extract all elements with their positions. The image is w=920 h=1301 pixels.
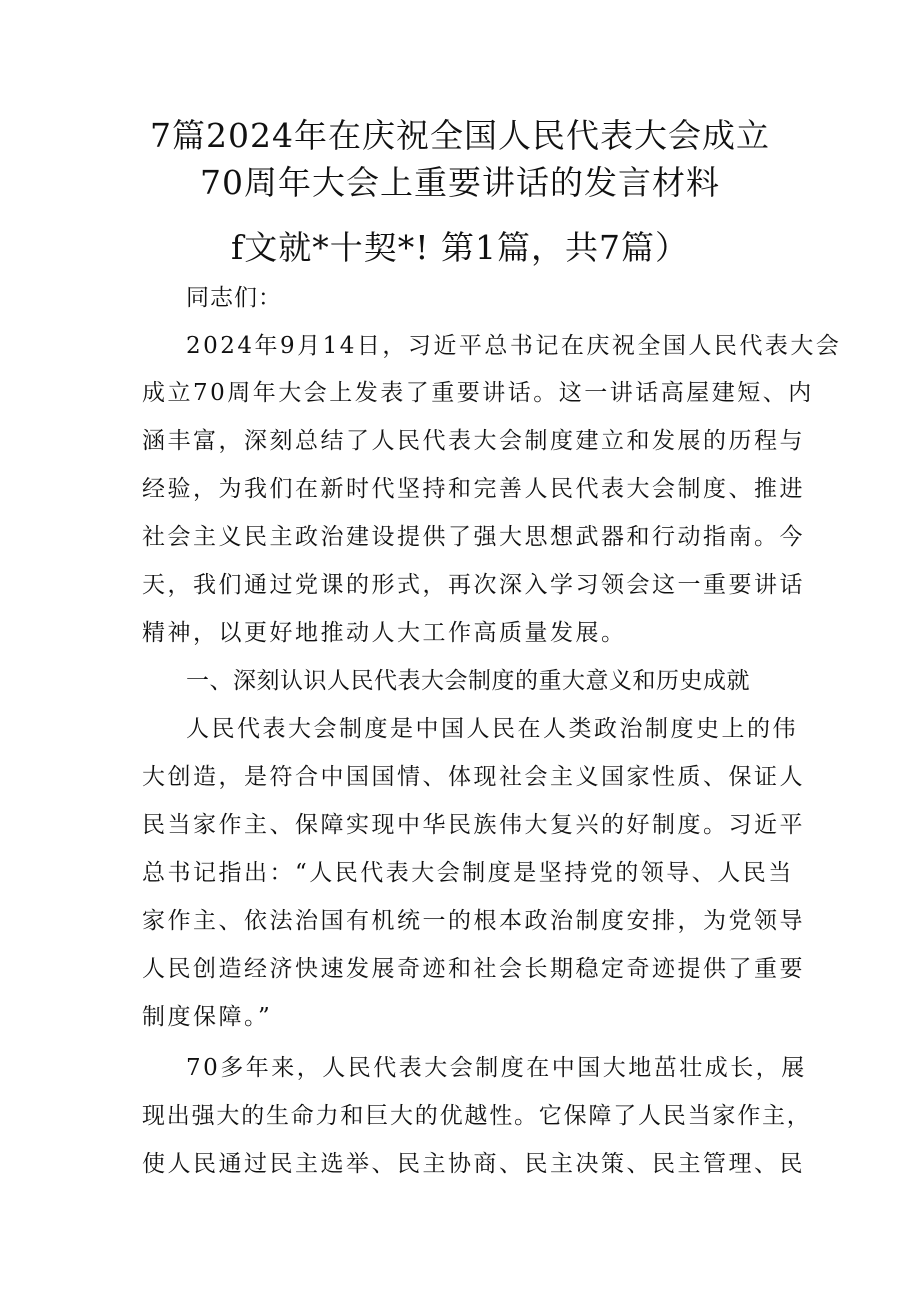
paragraph-2-line: 大创造，是符合中国国情、体现社会主义国家性质、保证人 [142,764,805,790]
paragraph-2-line: 总书记指出：“人民代表大会制度是坚持党的领导、人民当 [142,860,794,886]
paragraph-1-line: 精神，以更好地推动人大工作高质量发展。 [142,620,627,646]
paragraph-2-line: 家作主、依法治国有机统一的根本政治制度安排，为党领导 [142,908,805,934]
document-subtitle: f文就*十契*! 第1篇，共7篇） [231,228,689,267]
paragraph-2-line: 人民创造经济快速发展奇迹和社会长期稳定奇迹提供了重要 [142,956,805,982]
paragraph-1-line: 成立70周年大会上发表了重要讲话。这一讲话高屋建短、内 [142,380,814,406]
paragraph-1-line: 天，我们通过党课的形式，再次深入学习领会这一重要讲话 [142,572,805,598]
paragraph-1-line: 涵丰富，深刻总结了人民代表大会制度建立和发展的历程与 [142,428,805,454]
paragraph-1-line: 社会主义民主政治建设提供了强大思想武器和行动指南。今 [142,524,805,550]
paragraph-1-line: 经验，为我们在新时代坚持和完善人民代表大会制度、推进 [142,476,805,502]
section-heading-1: 一、深刻认识人民代表大会制度的重大意义和历史成就 [186,668,750,694]
paragraph-3-line: 现出强大的生命力和巨大的优越性。它保障了人民当家作主， [142,1103,812,1129]
paragraph-2-line: 人民代表大会制度是中国人民在人类政治制度史上的伟 [186,716,798,742]
paragraph-2-line: 民当家作主、保障实现中华民族伟大复兴的好制度。习近平 [142,812,805,838]
paragraph-3-line: 70多年来，人民代表大会制度在中国大地茁壮成长，展 [186,1055,807,1081]
document-title-line-1: 7篇2024年在庆祝全国人民代表大会成立 [150,116,770,155]
paragraph-2-line: 制度保障。” [142,1004,273,1030]
paragraph-1-line: 2024年9月14日，习近平总书记在庆祝全国人民代表大会 [186,333,842,359]
salutation: 同志们： [186,285,282,311]
paragraph-3-line: 使人民通过民主选举、民主协商、民主决策、民主管理、民 [142,1151,805,1177]
document-title-line-2: 70周年大会上重要讲话的发言材料 [200,163,720,202]
